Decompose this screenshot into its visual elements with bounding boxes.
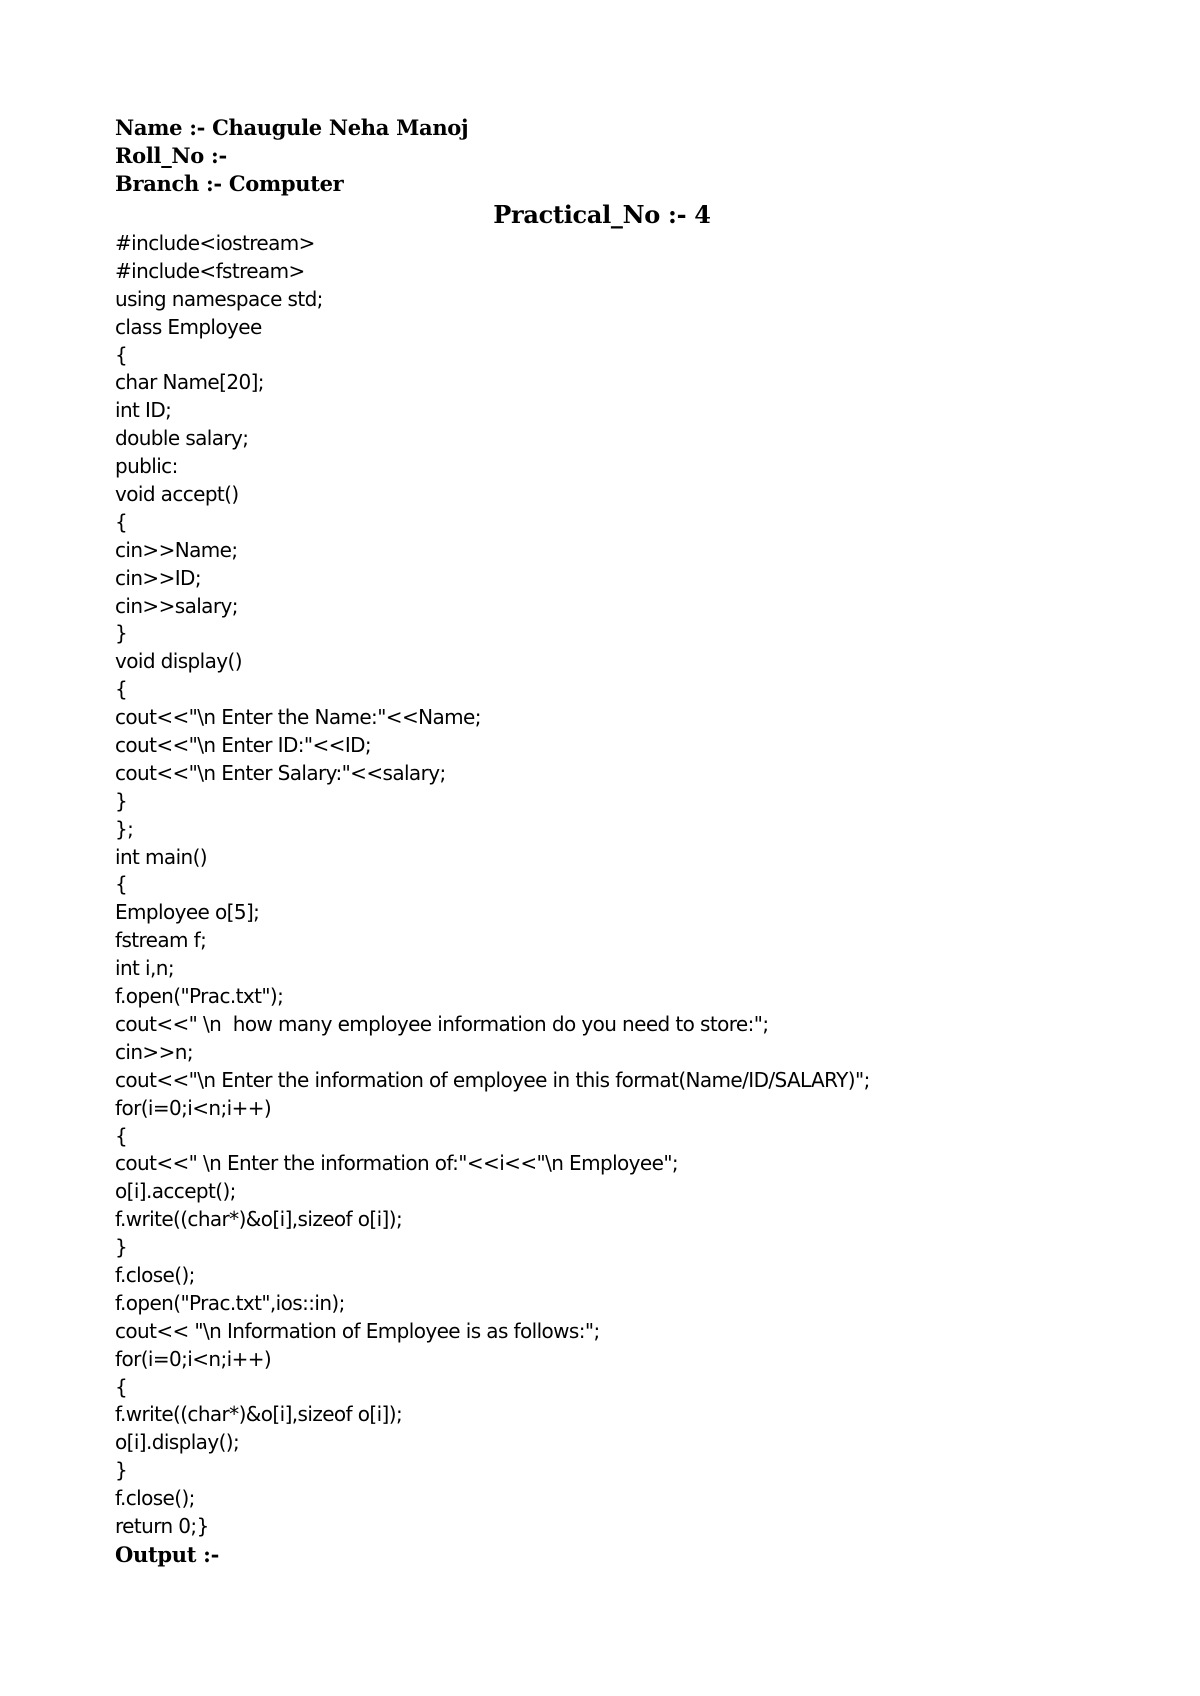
code-line: cout<<"\n Enter ID:"<<ID; (115, 733, 372, 758)
code-line: char Name[20]; (115, 370, 264, 395)
code-line: cin>>ID; (115, 565, 201, 590)
code-line: { (115, 1123, 128, 1148)
code-line: cout<<"\n Enter Salary:"<<salary; (115, 760, 446, 785)
code-line: void accept() (115, 482, 239, 507)
code-line: cin>>salary; (115, 593, 238, 618)
code-line: { (115, 342, 128, 367)
code-line: { (115, 509, 128, 534)
code-line: } (115, 1235, 128, 1260)
student-header (115, 114, 1115, 198)
code-line: cout<< "\n Information of Employee is as follows:"; (115, 1318, 600, 1343)
code-line: int main() (115, 844, 208, 869)
code-line: cin>>Name; (115, 537, 238, 562)
branch: Branch :- Computer (115, 171, 344, 196)
code-line: f.close(); (115, 1486, 195, 1511)
code-line: Employee o[5]; (115, 900, 260, 925)
code-line: cout<<"\n Enter the Name:"<<Name; (115, 705, 481, 730)
code-line: void display() (115, 649, 242, 674)
code-line: o[i].accept(); (115, 1179, 236, 1204)
code-line: f.write((char*)&o[i],sizeof o[i]); (115, 1402, 403, 1427)
code-line: { (115, 677, 128, 702)
code-line: int ID; (115, 398, 172, 423)
code-line: class Employee (115, 314, 262, 339)
code-line: #include<fstream> (115, 258, 305, 283)
code-line: for(i=0;i<n;i++) (115, 1346, 272, 1371)
code-line: int i,n; (115, 956, 174, 981)
student-name: Name :- Chaugule Neha Manoj (115, 115, 469, 140)
code-line: } (115, 788, 128, 813)
code-line: using namespace std; (115, 286, 323, 311)
code-line: f.open("Prac.txt"); (115, 984, 284, 1009)
code-listing (115, 230, 1155, 1569)
code-line: } (115, 1458, 128, 1483)
code-line: double salary; (115, 426, 249, 451)
code-line: public: (115, 454, 178, 479)
practical-title-row (0, 200, 1200, 230)
code-line: f.close(); (115, 1262, 195, 1287)
code-line: cout<<" \n Enter the information of:"<<i<<"\n Employee"; (115, 1151, 679, 1176)
code-line: { (115, 872, 128, 897)
code-line: f.write((char*)&o[i],sizeof o[i]); (115, 1207, 403, 1232)
code-line: cin>>n; (115, 1039, 193, 1064)
code-line: cout<<" \n how many employee information do you need to store:"; (115, 1011, 769, 1036)
output-label: Output :- (115, 1541, 219, 1567)
roll-number: Roll_No :- (115, 143, 227, 168)
code-line: fstream f; (115, 928, 207, 953)
code-line: } (115, 621, 128, 646)
code-line: { (115, 1374, 128, 1399)
code-line: f.open("Prac.txt",ios::in); (115, 1290, 345, 1315)
code-line: return 0;} (115, 1513, 209, 1538)
code-line: cout<<"\n Enter the information of employee in this format(Name/ID/SALARY)"; (115, 1067, 870, 1092)
code-line: }; (115, 816, 134, 841)
practical-title: Practical_No :- 4 (493, 200, 711, 229)
code-line: #include<iostream> (115, 231, 315, 255)
code-line: for(i=0;i<n;i++) (115, 1095, 272, 1120)
code-line: o[i].display(); (115, 1430, 240, 1455)
